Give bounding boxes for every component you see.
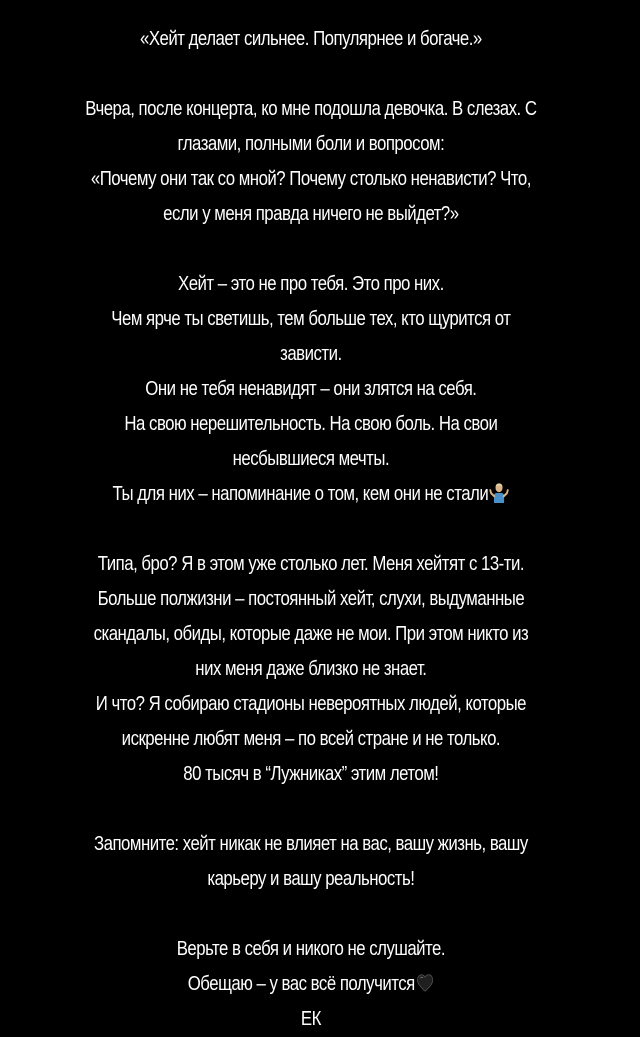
text-line-content: Обещаю – у вас всё получится bbox=[187, 973, 415, 995]
paragraph-hate bbox=[11, 267, 611, 512]
text-line: Верьте в себя и никого не слушайте. bbox=[176, 938, 446, 960]
text-line: Они не тебя ненавидят – они злятся на себя. bbox=[145, 378, 477, 400]
text-line: Вчера, после концерта, ко мне подошла девочка. В слезах. С bbox=[85, 98, 537, 120]
text-line: И что? Я собираю стадионы невероятных людей, которые bbox=[95, 693, 527, 715]
paragraph-bro bbox=[11, 547, 611, 792]
text-line-content: Ты для них – напоминание о том, кем они не стали bbox=[112, 483, 489, 505]
paragraph-yesterday bbox=[11, 92, 611, 232]
text-line: Больше полжизни – постоянный хейт, слухи, выдуманные bbox=[97, 588, 525, 610]
text-line bbox=[11, 967, 611, 1002]
text-line: зависти. bbox=[280, 343, 342, 365]
text-line: скандалы, обиды, которые даже не мои. При этом никто из bbox=[93, 623, 529, 645]
paragraph-remember bbox=[11, 827, 611, 897]
paragraph-quote bbox=[11, 22, 611, 57]
text-line bbox=[11, 477, 611, 512]
text-line: несбывшиеся мечты. bbox=[232, 448, 390, 470]
text-line: них меня даже близко не знает. bbox=[195, 658, 427, 680]
text-line: 80 тысяч в “Лужниках” этим летом! bbox=[183, 763, 439, 785]
signature: ЕК bbox=[300, 1008, 321, 1030]
paragraph-believe bbox=[11, 932, 611, 1037]
text-line: глазами, полными боли и вопросом: bbox=[177, 133, 445, 155]
text-line: искренне любят меня – по всей стране и не только. bbox=[121, 728, 501, 750]
black-heart-icon bbox=[416, 971, 434, 993]
text-line: Хейт – это не про тебя. Это про них. bbox=[178, 273, 444, 295]
text-line: Запомните: хейт никак не влияет на вас, вашу жизнь, вашу bbox=[93, 833, 528, 855]
text-line: «Почему они так со мной? Почему столько ненависти? Что, bbox=[90, 168, 531, 190]
text-line: Чем ярче ты светишь, тем больше тех, кто щурится от bbox=[111, 308, 511, 330]
text-line: если у меня правда ничего не выйдет?» bbox=[163, 203, 459, 225]
person-shrugging-icon bbox=[489, 481, 509, 505]
text-line: «Хейт делает сильнее. Популярнее и богаче.» bbox=[139, 28, 482, 50]
story-text bbox=[11, 22, 611, 1037]
text-line: карьеру и вашу реальность! bbox=[207, 868, 415, 890]
text-line: Типа, бро? Я в этом уже столько лет. Меня хейтят с 13-ти. bbox=[97, 553, 525, 575]
text-line: На свою нерешительность. На свою боль. На свои bbox=[124, 413, 498, 435]
